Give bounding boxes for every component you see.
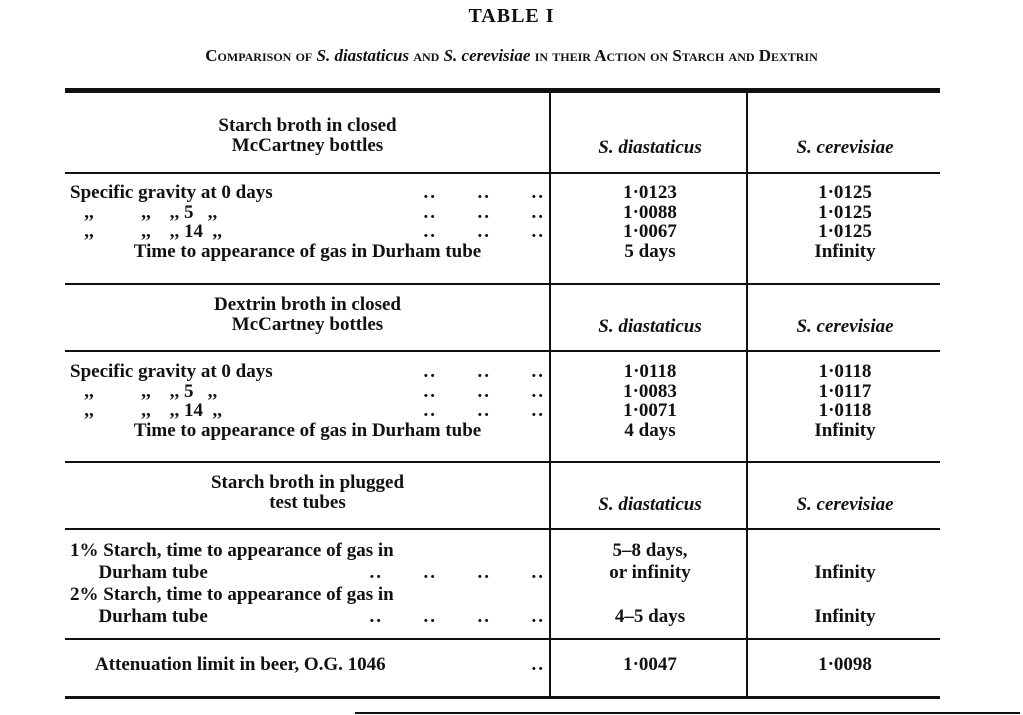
cell-s-cerevisiae: 1·0125 [818, 221, 872, 242]
table-row-label [70, 183, 545, 202]
caption-species-2: S. cerevisiae [443, 46, 531, 65]
row-label: Durham tube [70, 606, 208, 627]
section-header: Starch broth in plugged [210, 472, 405, 493]
column-header-s-cerevisiae: S. cerevisiae [796, 137, 894, 158]
top-rule [65, 88, 940, 93]
leader-dots: .. [531, 654, 545, 675]
cell-s-cerevisiae: Infinity [814, 562, 876, 583]
cell-s-cerevisiae: Infinity [814, 606, 876, 627]
leader-dots: .. .. .. [423, 182, 545, 203]
section-header: McCartney bottles [231, 314, 384, 335]
section-header: Dextrin broth in closed [213, 294, 401, 315]
cell-s-diastaticus: 4–5 days [614, 606, 686, 627]
caption-text: in their Action on Starch and Dextrin [530, 46, 818, 65]
cell-s-cerevisiae: 1·0118 [818, 400, 872, 421]
column-header-s-cerevisiae: S. cerevisiae [796, 494, 894, 515]
cell-s-cerevisiae: Infinity [814, 240, 876, 262]
cell-s-diastaticus: 1·0083 [623, 380, 677, 402]
row-label: ,, ,, ,, 5 ,, [70, 201, 218, 223]
section-rule [65, 638, 940, 640]
row-label: Time to appearance of gas in Durham tube [133, 240, 482, 262]
row-label: 2% Starch, time to appearance of gas in [70, 584, 394, 605]
table-row-label [70, 585, 545, 604]
cell-s-cerevisiae: Infinity [814, 419, 876, 441]
section-rule [65, 283, 940, 285]
table-caption [0, 46, 1023, 66]
footer-rule [355, 712, 1020, 714]
row-label: Attenuation limit in beer, O.G. 1046 [95, 654, 386, 675]
table-row-label [70, 382, 545, 401]
row-label: Specific gravity at 0 days [70, 182, 273, 203]
table-row-label [70, 401, 545, 420]
cell-s-diastaticus: 1·0088 [623, 201, 677, 223]
column-header-s-cerevisiae: S. cerevisiae [796, 316, 894, 337]
table-row-label [70, 203, 545, 222]
row-label: Time to appearance of gas in Durham tube [133, 419, 482, 441]
cell-s-cerevisiae: 1·0117 [818, 380, 872, 402]
column-header-s-diastaticus: S. diastaticus [598, 137, 702, 158]
cell-s-diastaticus: 1·0071 [623, 400, 677, 421]
row-label: ,, ,, ,, 14 ,, [70, 400, 222, 421]
table-row-label [70, 421, 545, 440]
cell-s-diastaticus: 5 days [624, 240, 676, 262]
leader-dots: .. .. .. [423, 201, 545, 223]
row-label: Durham tube [70, 562, 208, 583]
caption-text: and [409, 46, 444, 65]
table-row-label [70, 607, 545, 626]
cell-s-cerevisiae: 1·0118 [818, 361, 872, 382]
row-label: Specific gravity at 0 days [70, 361, 273, 382]
leader-dots: .. .. .. [423, 400, 545, 421]
leader-dots: .. .. .. [423, 361, 545, 382]
leader-dots: .. .. .. .. [369, 606, 545, 627]
section-header: McCartney bottles [231, 135, 384, 156]
row-rule [65, 172, 940, 174]
table-row-label [70, 541, 545, 560]
cell-s-diastaticus: or infinity [609, 562, 691, 583]
table-title: TABLE I [468, 5, 555, 27]
row-label: ,, ,, ,, 5 ,, [70, 380, 218, 402]
cell-s-diastaticus: 1·0123 [623, 182, 677, 203]
column-header-s-diastaticus: S. diastaticus [598, 494, 702, 515]
section-rule [65, 461, 940, 463]
row-rule [65, 350, 940, 352]
row-label: ,, ,, ,, 14 ,, [70, 221, 222, 242]
cell-s-cerevisiae: 1·0098 [818, 654, 872, 675]
cell-s-diastaticus: 1·0067 [623, 221, 677, 242]
bottom-rule [65, 696, 940, 699]
row-label: 1% Starch, time to appearance of gas in [70, 540, 394, 561]
table-row-label [70, 362, 545, 381]
table-row-label [70, 563, 545, 582]
row-rule [65, 528, 940, 530]
table-row-label [70, 242, 545, 261]
cell-s-diastaticus: 1·0047 [623, 654, 677, 675]
cell-s-diastaticus: 5–8 days, [612, 540, 688, 561]
section-header: Starch broth in closed [218, 115, 397, 136]
cell-s-diastaticus: 1·0118 [623, 361, 677, 382]
cell-s-cerevisiae: 1·0125 [818, 201, 872, 223]
section-header: test tubes [269, 492, 346, 513]
leader-dots: .. .. .. [423, 380, 545, 402]
caption-text: Comparison of [205, 46, 317, 65]
column-divider [549, 93, 551, 696]
column-header-s-diastaticus: S. diastaticus [598, 316, 702, 337]
table-row-label [70, 222, 545, 241]
leader-dots: .. .. .. [423, 221, 545, 242]
leader-dots: .. .. .. .. [369, 562, 545, 583]
final-row-label [95, 655, 545, 674]
caption-species-1: S. diastaticus [316, 46, 410, 65]
cell-s-cerevisiae: 1·0125 [818, 182, 872, 203]
cell-s-diastaticus: 4 days [624, 419, 676, 441]
